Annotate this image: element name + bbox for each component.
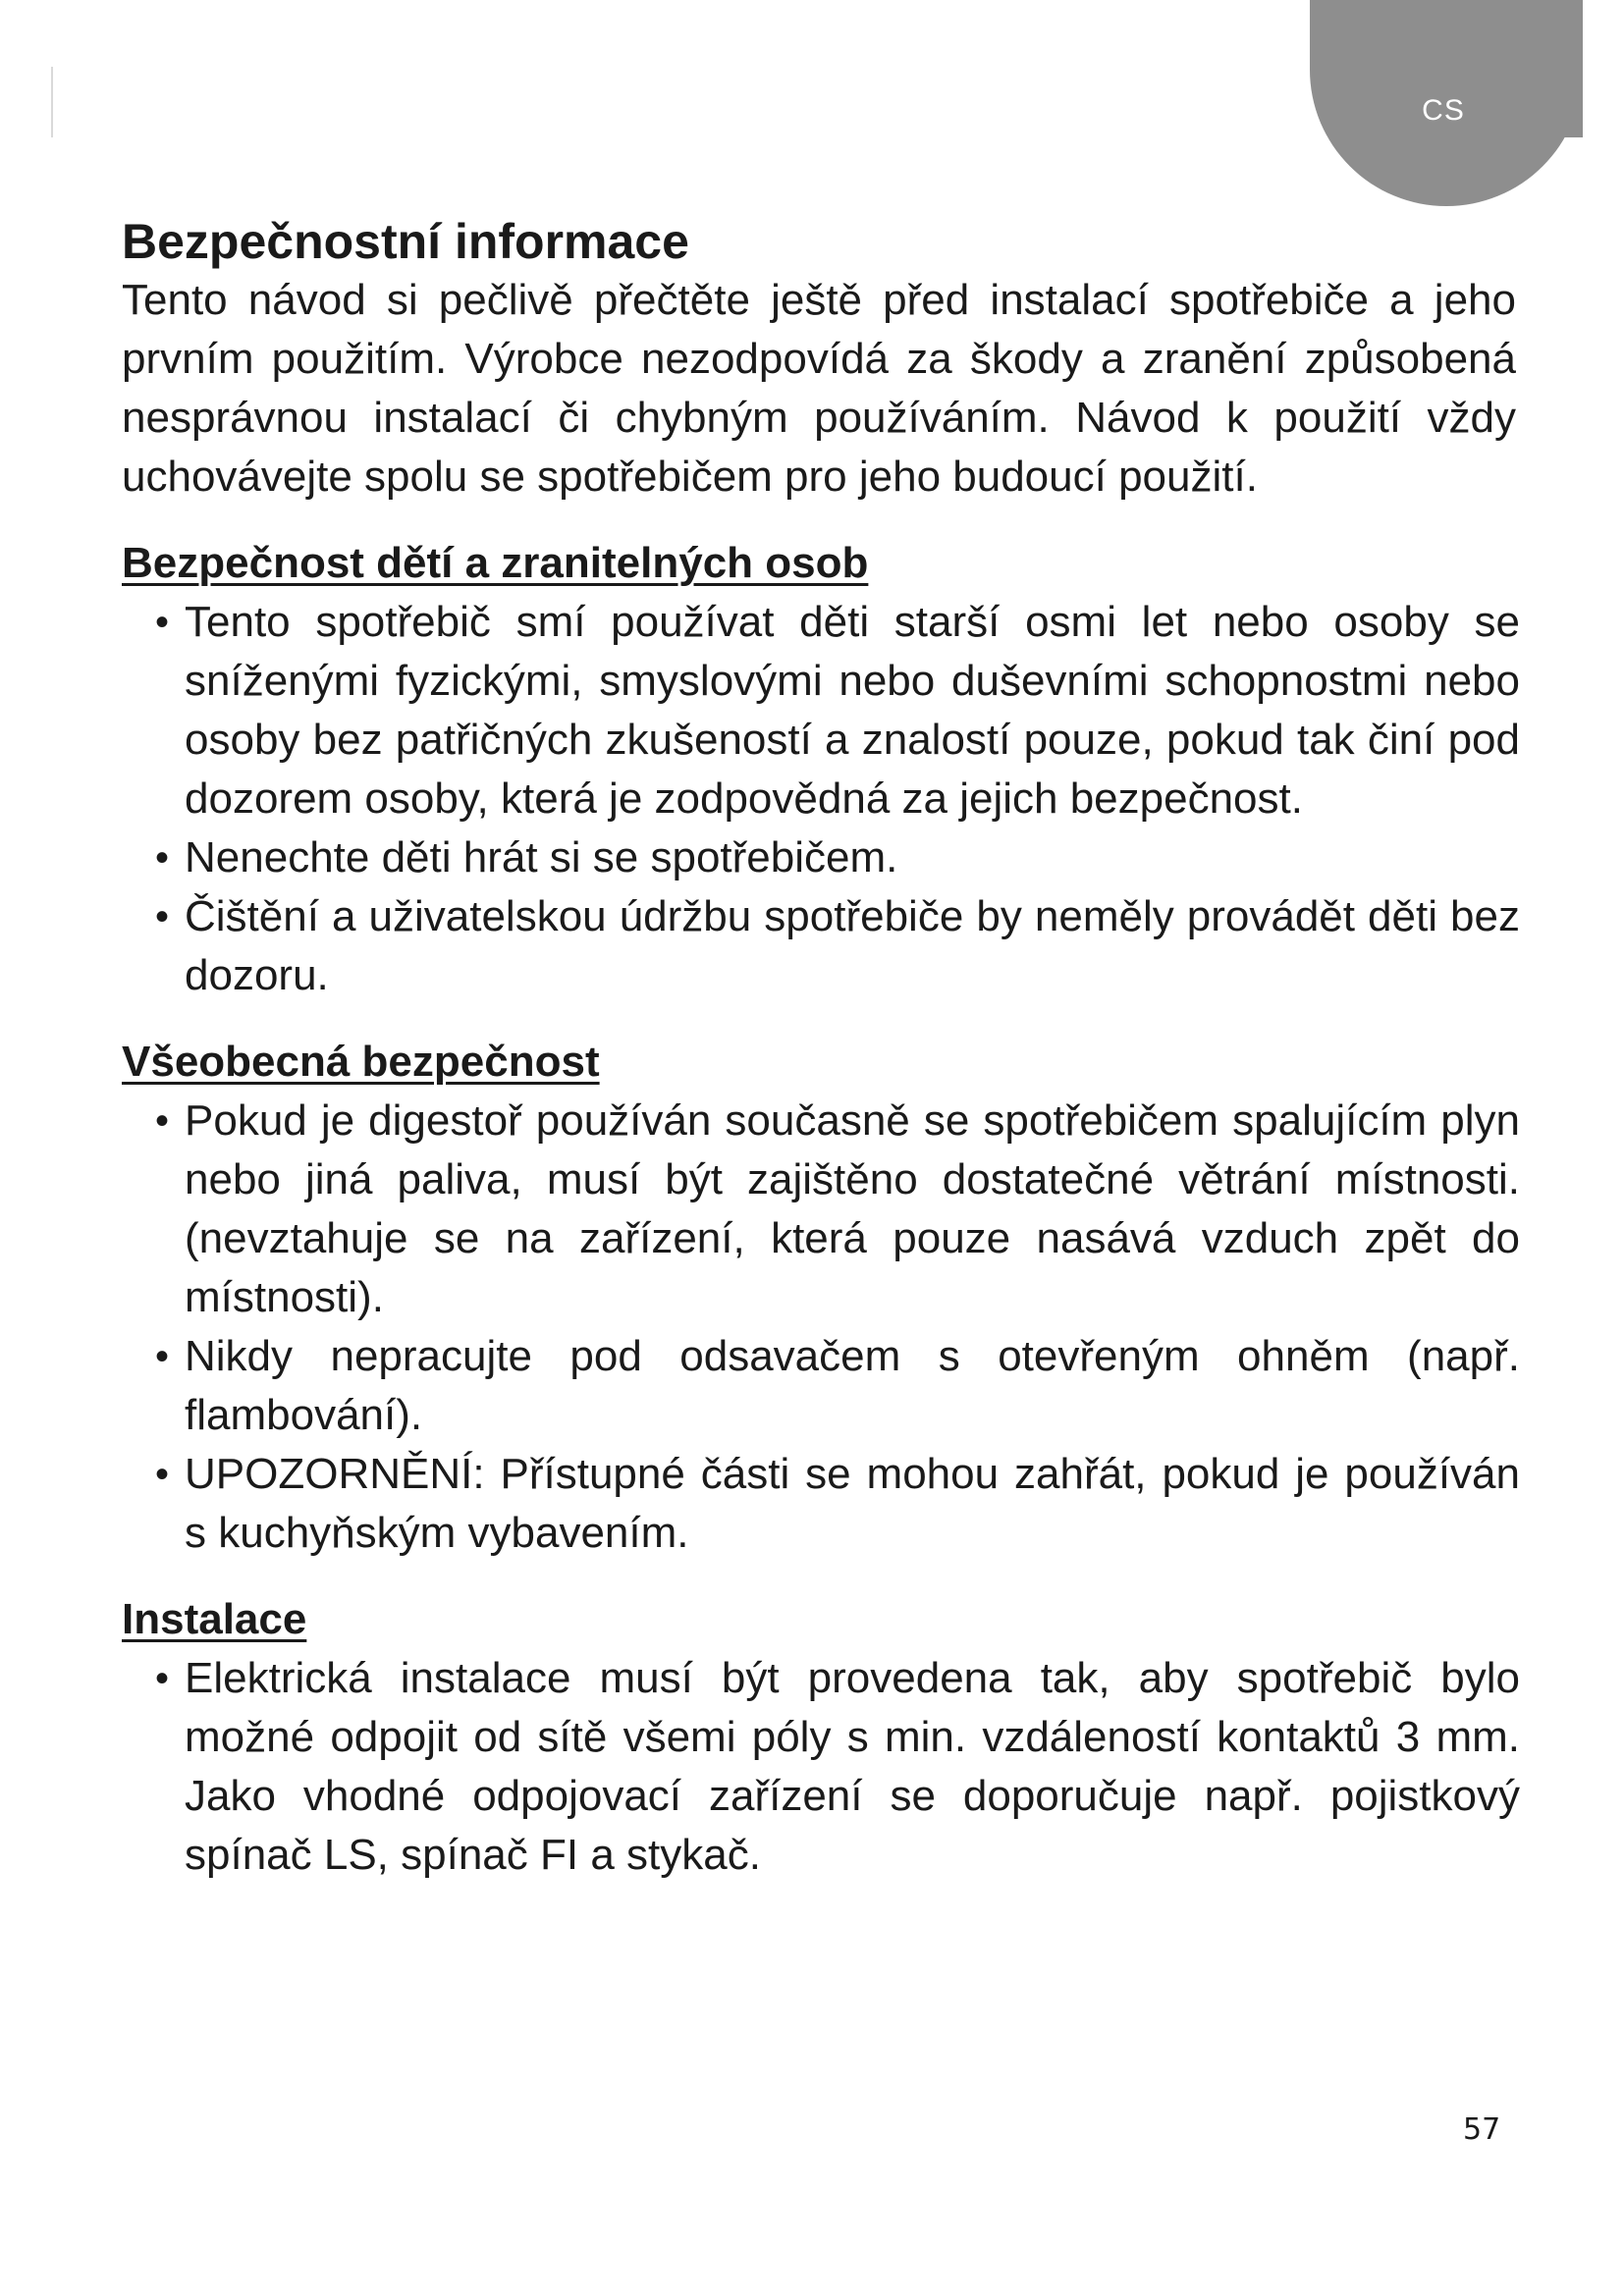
- list-item: • Pokud je digestoř používán současně se spotřebičem spalujícím plyn nebo jiná paliva, musí být zajištěno dostatečné větrání místnosti. (nevztahuje se na zařízení, která pouze nasává vzduch zpět do místnosti).: [122, 1092, 1520, 1327]
- bullet-icon: •: [155, 895, 170, 938]
- bullet-icon: •: [155, 1657, 170, 1700]
- bullet-icon: •: [155, 1335, 170, 1378]
- installation-list: [122, 1649, 1520, 1885]
- bullet-icon: •: [155, 601, 170, 644]
- intro-paragraph: Tento návod si pečlivě přečtěte ještě před instalací spotřebiče a jeho prvním použitím. Výrobce nezodpovídá za škody a zranění způsobená nesprávnou instalací či chybným používáním. Návod k použití vždy uchovávejte spolu se spotřebičem pro jeho budoucí použití.: [122, 276, 1516, 501]
- list-item: • UPOZORNĚNÍ: Přístupné části se mohou zahřát, pokud je používán s kuchyňským vybavením.: [122, 1445, 1520, 1563]
- list-item: • Nikdy nepracujte pod odsavačem s otevřeným ohněm (např. flambování).: [122, 1327, 1520, 1445]
- list-item: • Tento spotřebič smí používat děti starší osmi let nebo osoby se sníženými fyzickými, smyslovými nebo duševními schopnostmi nebo osoby bez patřičných zkušeností a znalostí pouze, pokud tak činí pod dozorem osoby, která je zodpovědná za jejich bezpečnost.: [122, 593, 1520, 828]
- list-item: • Elektrická instalace musí být provedena tak, aby spotřebič bylo možné odpojit od sítě všemi póly s min. vzdáleností kontaktů 3 mm. Jako vhodné odpojovací zařízení se doporučuje např. pojistkový spínač LS, spínač FI a stykač.: [122, 1649, 1520, 1885]
- page-number: 57: [1463, 2112, 1501, 2147]
- margin-line: [51, 67, 53, 137]
- page-title: Bezpečnostní informace: [122, 214, 689, 269]
- bullet-icon: •: [155, 1099, 170, 1143]
- list-item: • Nenechte děti hrát si se spotřebičem.: [122, 828, 1520, 887]
- bullet-icon: •: [155, 1453, 170, 1496]
- section-heading-general-safety: Všeobecná bezpečnost: [122, 1038, 600, 1086]
- bullet-icon: •: [155, 836, 170, 880]
- language-label: CS: [1422, 94, 1465, 127]
- child-safety-list: [122, 593, 1520, 1005]
- section-heading-child-safety: Bezpečnost dětí a zranitelných osob: [122, 539, 869, 587]
- general-safety-list: [122, 1092, 1520, 1563]
- page-content: [122, 212, 1520, 1885]
- section-heading-installation: Instalace: [122, 1595, 307, 1643]
- list-item: • Čištění a uživatelskou údržbu spotřebiče by neměly provádět děti bez dozoru.: [122, 887, 1520, 1005]
